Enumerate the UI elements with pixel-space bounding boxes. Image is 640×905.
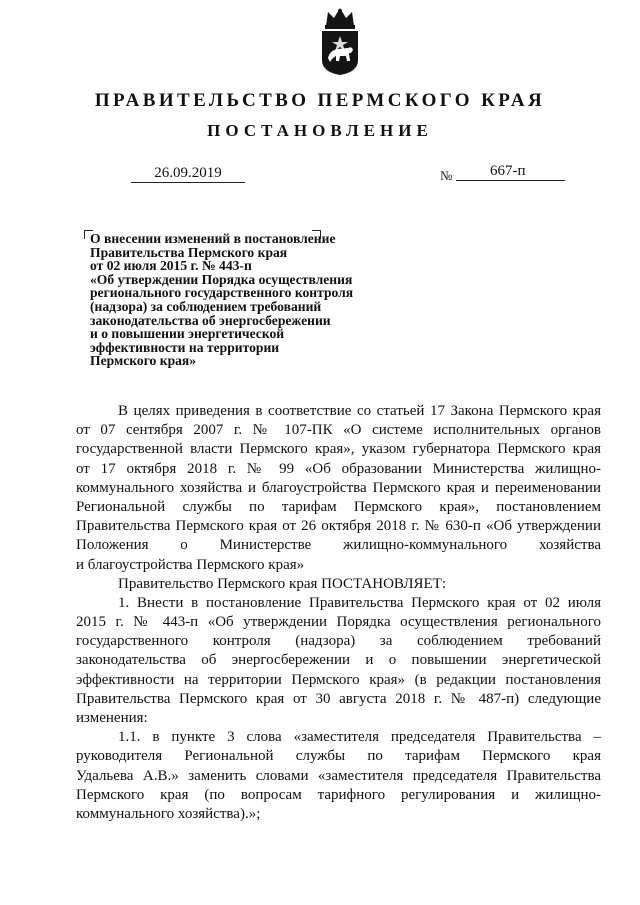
document-number: 667-п [456,163,565,181]
body-line: Региональной службы по тарифам Пермского края», постановлением [76,498,601,515]
body-line: Пермского края (по вопросам тарифного регулирования и жилищно- [76,786,601,803]
title-line: Пермского края» [90,353,197,369]
title-line: и о повышении энергетической [90,326,285,342]
body-line: изменения: [76,710,148,726]
body-line: Правительства Пермского края от 26 октября 2018 г. № 630-п «Об утверждении [76,518,601,535]
body-line: коммунального хозяйства и благоустройства Пермского края и переименовании [76,479,601,496]
body-line: эффективности на территории Пермского края» (в редакции постановления [76,671,601,688]
title-line: (надзора) за соблюдением требований [90,298,322,314]
document-body [76,402,601,824]
body-line: 1. Внести в постановление Правительства Пермского края от 02 июля [118,594,601,611]
document-date: 26.09.2019 [131,165,245,183]
body-line: руководителя Региональной службы по тарифам Пермского края [76,748,601,765]
organization-title: ПРАВИТЕЛЬСТВО ПЕРМСКОГО КРАЯ [94,90,546,111]
title-line: от 02 июля 2015 г. № 443-п [90,258,252,274]
body-line: Правительства Пермского края от 30 августа 2018 г. № 487-п) следующие [76,690,601,707]
body-line: от 07 сентября 2007 г. № 107-ПК «О системе исполнительных органов [76,422,601,439]
document-type: ПОСТАНОВЛЕНИЕ [207,121,433,140]
title-line: «Об утверждении Порядка осуществления [90,271,353,287]
coat-of-arms-icon [318,6,362,76]
body-line: законодательства об энергосбережении и о повышении энергетической [76,652,601,669]
body-line: Правительство Пермского края ПОСТАНОВЛЯЕТ: [118,575,447,592]
body-line: коммунального хозяйства).»; [76,805,261,822]
title-line: О внесении изменений в постановление [90,231,336,246]
number-sign: № [440,168,453,183]
body-line: 2015 г. № 443-п «Об утверждении Порядка осуществления регионального [76,614,601,631]
title-line: законодательства об энергосбережении [90,312,331,328]
body-line: и благоустройства Пермского края» [76,556,305,573]
body-line: государственной власти Пермского края», указом губернатора Пермского края [76,441,601,458]
body-line: 1.1. в пункте 3 слова «заместителя председателя Правительства – [118,729,601,746]
body-line: Положения о Министерстве жилищно-коммунального хозяйства [76,537,601,554]
title-line: регионального государственного контроля [90,285,354,301]
body-line: В целях приведения в соответствие со статьей 17 Закона Пермского края [118,403,601,419]
body-line: от 17 октября 2018 г. № 99 «Об образовании Министерства жилищно- [76,460,601,477]
document-title [90,232,353,368]
title-line: эффективности на территории [90,339,280,355]
title-line: Правительства Пермского края [90,244,288,260]
body-line: Удальева А.В.» заменить словами «заместителя председателя Правительства [76,767,601,784]
body-line: государственного контроля (надзора) за соблюдением требований [76,633,601,650]
